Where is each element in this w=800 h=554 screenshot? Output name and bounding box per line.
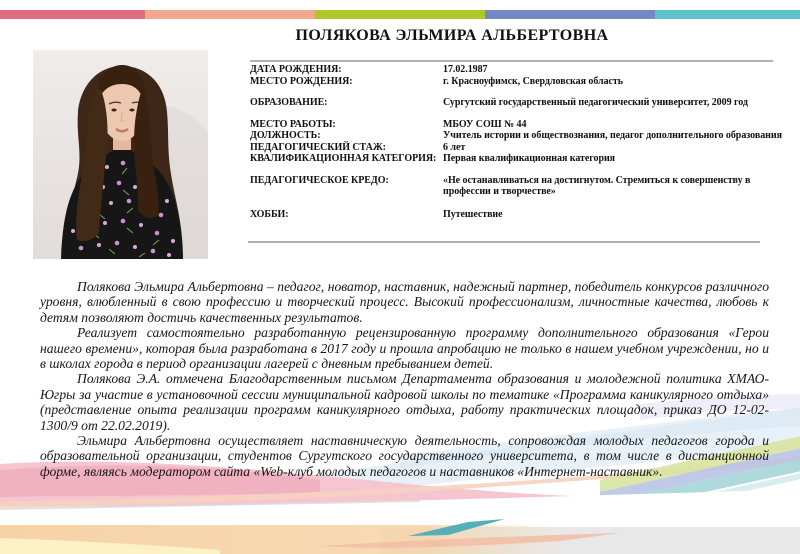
- divider-top: [250, 60, 773, 62]
- biography-paragraph: Полякова Эльмира Альбертовна – педагог, новатор, наставник, надежный партнер, победитель конкурсов различного уровня, влюбленный в свою профессию и творческий процесс. Высокий профессионализм, личностные качества, любовь к детям позволяют достичь качественных результатов.: [40, 279, 769, 325]
- info-value: Первая квалификационная категория: [443, 153, 616, 164]
- info-value: МБОУ СОШ № 44: [443, 118, 527, 130]
- top-decor-bar: [0, 10, 800, 19]
- info-label: ПЕДАГОГИЧЕСКОЕ КРЕДО:: [250, 174, 389, 186]
- info-label: МЕСТО РАБОТЫ:: [250, 118, 336, 130]
- info-value: «Не останавливаться на достигнутом. Стремиться к совершенству в профессии и творчестве»: [443, 174, 751, 197]
- info-value: 17.02.1987: [443, 64, 488, 75]
- info-label: МЕСТО РОЖДЕНИЯ:: [250, 75, 353, 87]
- top-bar-segment: [315, 10, 485, 19]
- page-title: ПОЛЯКОВА ЭЛЬМИРА АЛЬБЕРТОВНА: [295, 27, 609, 44]
- info-value: г. Красноуфимск, Свердловская область: [443, 75, 624, 87]
- top-bar-segment: [145, 10, 315, 19]
- biography-paragraph: Полякова Э.А. отмечена Благодарственным письмом Департамента образования и молодежной политика ХМАО-Югры за участие в установочной сессии муниципальной кадровой школы по тематике «Программа каникулярного отдыха» (представление опыта реализации программ каникулярного отдыха, работу практических площадок, приказ ДО 12-02-1300/9 от 22.02.2019).: [40, 371, 769, 433]
- profile-photo: [33, 50, 208, 259]
- info-row-position: [250, 130, 798, 142]
- info-row-workplace: [250, 119, 798, 131]
- info-row-category: [250, 153, 798, 165]
- biography-paragraph: Реализует самостоятельно разработанную рецензированную программу дополнительного образования «Герои нашего времени», которая была разработана в 2017 году и прошла апробацию не только в нашем учебном учреждении, но и в школах города в период организации лагерей с дневным пребыванием детей.: [40, 325, 769, 372]
- divider-bottom: [248, 241, 760, 243]
- info-label: КВАЛИФИКАЦИОННАЯ КАТЕГОРИЯ:: [250, 153, 437, 164]
- info-label: ПЕДАГОГИЧЕСКИЙ СТАЖ:: [250, 141, 386, 153]
- info-label: ОБРАЗОВАНИЕ:: [250, 97, 328, 108]
- info-row-credo: [250, 175, 798, 198]
- info-value: 6 лет: [443, 141, 466, 153]
- info-label: ХОББИ:: [250, 208, 289, 220]
- top-bar-segment: [485, 10, 655, 19]
- info-row-experience: [250, 142, 798, 154]
- info-row-education: [250, 97, 798, 109]
- top-bar-segment: [655, 10, 800, 19]
- info-row-birth-date: [250, 64, 798, 76]
- info-value: Сургутский государственный педагогический университет, 2009 год: [443, 97, 748, 108]
- info-label: ДАТА РОЖДЕНИЯ:: [250, 64, 342, 75]
- info-value: Учитель истории и обществознания, педагог дополнительного образования: [443, 130, 782, 141]
- biography-paragraph: Эльмира Альбертовна осуществляет наставническую деятельность, сопровождая молодых педагогов города и образовательной организации, студентов Сургутского государственного университета, в том числе в дистанционной форме, являясь модератором сайта «Web-клуб молодых педагогов и наставников «Интернет-наставник».: [40, 433, 769, 479]
- info-table: [250, 64, 798, 220]
- info-label: ДОЛЖНОСТЬ:: [250, 130, 321, 141]
- biography-text: [40, 279, 769, 479]
- info-row-hobby: [250, 209, 798, 221]
- info-value: Путешествие: [443, 208, 503, 220]
- info-row-birth-place: [250, 76, 798, 88]
- top-bar-segment: [0, 10, 145, 19]
